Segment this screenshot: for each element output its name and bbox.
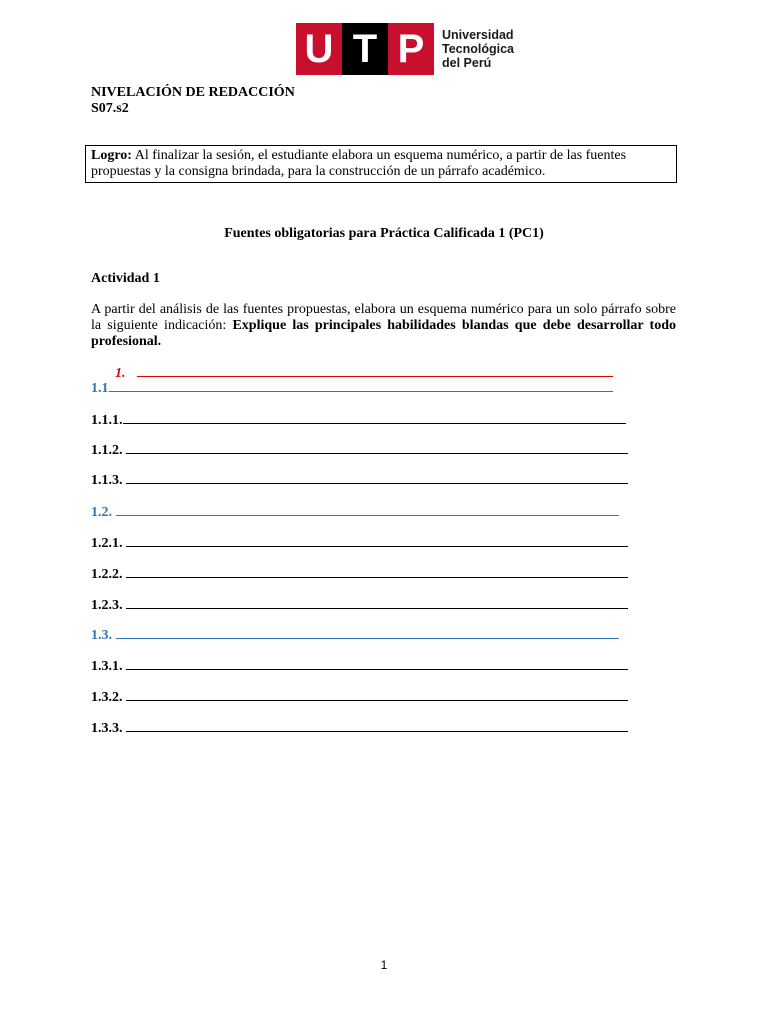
outline-item-1-3-1[interactable] xyxy=(91,656,628,675)
outline-item-1-1-2[interactable] xyxy=(91,440,628,459)
answer-blank[interactable] xyxy=(126,687,628,701)
outline-item-1-2-2[interactable] xyxy=(91,564,628,583)
logro-text: Al finalizar la sesión, el estudiante elabora un esquema numérico, a partir de las fuentes propuestas y la consigna brindada, para la construcción de un párrafo académico. xyxy=(91,148,627,179)
outline-label: 1.3.3. xyxy=(91,721,123,736)
answer-blank[interactable] xyxy=(126,470,628,484)
outline-label: 1.2.1. xyxy=(91,536,123,551)
logo-letter-u: U xyxy=(296,23,342,75)
consigna-text: A partir del análisis de las fuentes propuestas, elabora un esquema numérico para un solo párrafo sobre la siguiente indicación: xyxy=(91,302,676,333)
outline-item-1-2-3[interactable] xyxy=(91,595,628,614)
outline-label: 1.1.1. xyxy=(91,413,123,428)
answer-blank[interactable] xyxy=(126,564,628,578)
outline-item-1-3-3[interactable] xyxy=(91,718,628,737)
outline-item-1-3-2[interactable] xyxy=(91,687,628,706)
logo-name-line: del Perú xyxy=(442,56,492,70)
answer-blank[interactable] xyxy=(126,718,628,732)
logro-box xyxy=(85,145,677,183)
course-title: NIVELACIÓN DE REDACCIÓN xyxy=(91,85,295,100)
answer-blank[interactable] xyxy=(126,440,628,454)
logo-name-line: Tecnológica xyxy=(442,42,515,56)
logo-university-name xyxy=(442,23,514,75)
outline-item-1-2[interactable] xyxy=(91,502,619,521)
outline-item-1-3[interactable] xyxy=(91,625,619,644)
outline-item-1-2-1[interactable] xyxy=(91,533,628,552)
utp-logo xyxy=(296,23,514,75)
logo-letter-t: T xyxy=(342,23,388,75)
fuentes-title: Fuentes obligatorias para Práctica Calificada 1 (PC1) xyxy=(224,226,544,241)
logro-label: Logro: xyxy=(91,148,132,163)
document-header xyxy=(91,85,295,117)
outline-item-1-1-3[interactable] xyxy=(91,470,628,489)
answer-blank[interactable] xyxy=(123,410,626,424)
answer-blank[interactable] xyxy=(116,502,619,516)
outline-label: 1.3.2. xyxy=(91,690,123,705)
answer-blank[interactable] xyxy=(116,625,619,639)
answer-blank[interactable] xyxy=(137,363,613,377)
logo-letter-p: P xyxy=(388,23,434,75)
outline-label: 1.2.2. xyxy=(91,567,123,582)
outline-item-1-1[interactable] xyxy=(91,378,613,397)
actividad-title: Actividad 1 xyxy=(91,271,160,286)
session-code: S07.s2 xyxy=(91,101,129,116)
answer-blank[interactable] xyxy=(126,533,628,547)
page-number: 1 xyxy=(380,958,388,972)
logo-name-line: Universidad xyxy=(442,28,514,42)
outline-label: 1.3. xyxy=(91,628,112,643)
consigna-bold: Explique las principales habilidades blandas que debe desarrollar todo profesional. xyxy=(91,318,676,349)
outline-label: 1.2.3. xyxy=(91,598,123,613)
outline-label: 1.3.1. xyxy=(91,659,123,674)
consigna-paragraph xyxy=(91,302,676,350)
answer-blank[interactable] xyxy=(109,378,613,392)
outline-label: 1.2. xyxy=(91,505,112,520)
answer-blank[interactable] xyxy=(126,656,628,670)
outline-item-1-1-1[interactable] xyxy=(91,410,626,429)
outline-label: 1.1.3. xyxy=(91,473,123,488)
outline-label: 1.1 xyxy=(91,381,109,396)
outline-label: 1.1.2. xyxy=(91,443,123,458)
answer-blank[interactable] xyxy=(126,595,628,609)
outline-label: 1. xyxy=(115,366,126,381)
